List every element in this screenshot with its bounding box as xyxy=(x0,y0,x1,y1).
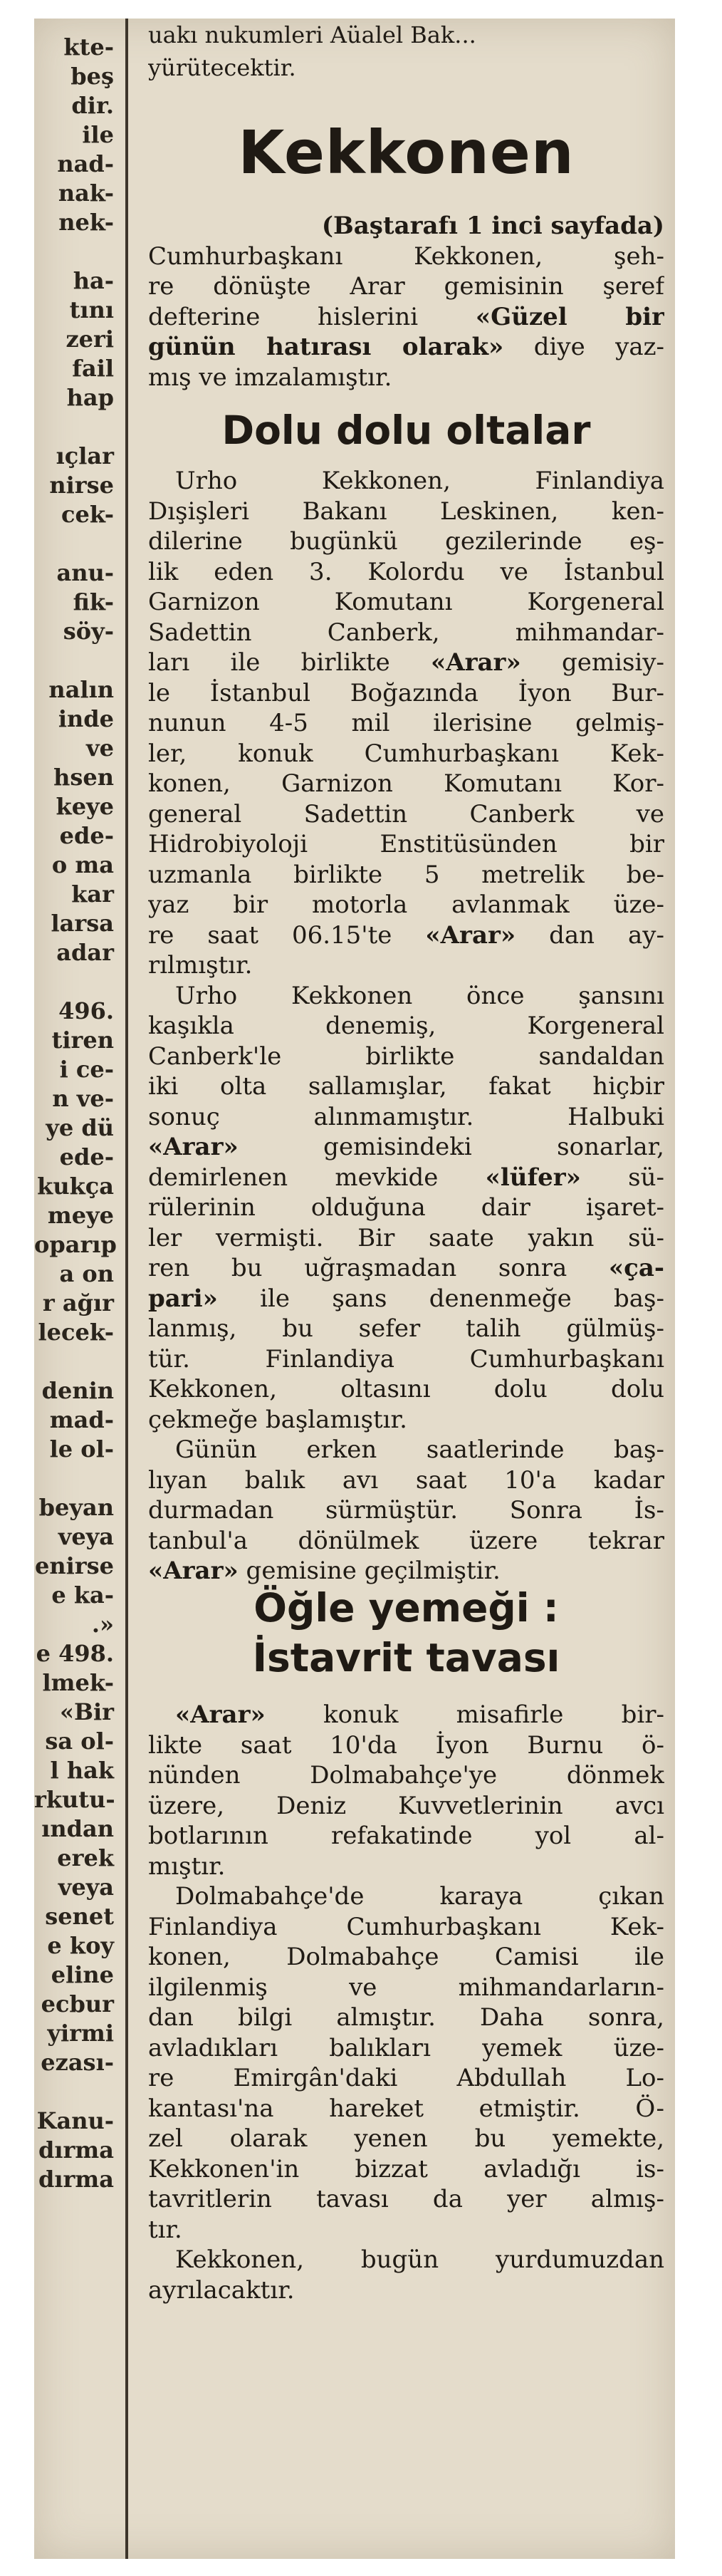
text-line xyxy=(148,363,664,393)
adjacent-column-fragment: nirse xyxy=(49,472,114,499)
text-run: Finlandiya Cumhurbaşkanı Kek- xyxy=(148,1912,664,1941)
text-line xyxy=(148,829,664,860)
text-line xyxy=(148,271,664,302)
adjacent-column-fragment: o ma xyxy=(51,851,114,878)
text-line xyxy=(148,648,664,678)
adjacent-column-fragment: dir. xyxy=(71,92,114,119)
text-line xyxy=(148,1223,664,1254)
text-run: re Emirgân'daki Abdullah Lo- xyxy=(148,2064,664,2092)
adjacent-column-fragment: 496. xyxy=(58,997,114,1024)
text-run: ren bu uğraşmadan sonra xyxy=(148,1254,609,1282)
text-line xyxy=(148,1852,664,1882)
adjacent-column-fragment: yirmi xyxy=(47,2020,114,2047)
text-line xyxy=(148,1253,664,1284)
adjacent-column-fragment: meye xyxy=(47,1202,114,1229)
adjacent-column-fragment: lmek- xyxy=(42,1669,114,1696)
text-run: çekmeğe başlamıştır. xyxy=(148,1405,407,1434)
text-run: lanmış, bu sefer talih gülmüş- xyxy=(148,1314,664,1343)
section-lunch-body xyxy=(148,1700,664,2305)
adjacent-column-fragment: e ka- xyxy=(51,1582,114,1609)
text-run: Kekkonen'in bizzat avladığı is- xyxy=(148,2154,664,2183)
adjacent-column-fragment xyxy=(34,529,120,559)
text-run: re dönüşte Arar gemisinin şeref xyxy=(148,272,664,301)
bold-text: «Arar» xyxy=(175,1700,266,1729)
text-line xyxy=(148,587,664,618)
adjacent-column-fragment: keye xyxy=(56,793,114,820)
text-line xyxy=(148,1912,664,1943)
text-run: uzmanla birlikte 5 metrelik be- xyxy=(148,860,664,889)
text-line xyxy=(148,2184,664,2215)
adjacent-column-fragment: ye dü xyxy=(46,1114,114,1141)
text-line xyxy=(148,1193,664,1223)
bold-text: «Arar» xyxy=(148,1557,239,1585)
text-run: diye yaz- xyxy=(503,333,664,361)
bold-text: «Güzel bir xyxy=(475,302,664,331)
text-line xyxy=(148,1730,664,1761)
text-line xyxy=(148,799,664,830)
text-line xyxy=(148,1435,664,1465)
text-line xyxy=(148,1465,664,1496)
text-run: ilgilenmiş ve mihmandarların- xyxy=(148,1973,664,2002)
adjacent-column-fragment: söy- xyxy=(63,618,114,645)
bold-text: günün hatırası olarak» xyxy=(148,333,504,361)
adjacent-column-fragment: erek xyxy=(57,1844,114,1871)
adjacent-column-fragments xyxy=(34,33,120,2555)
text-run: Urho Kekkonen, Finlandiya xyxy=(175,467,664,495)
text-line xyxy=(148,242,664,272)
adjacent-column-fragment: l hak xyxy=(50,1757,114,1784)
text-line xyxy=(148,1011,664,1042)
adjacent-column-fragment: ede- xyxy=(59,822,114,849)
adjacent-column-fragment: dırma xyxy=(38,2166,114,2193)
text-run: rılmıştır. xyxy=(148,951,253,980)
adjacent-column-fragment: mad- xyxy=(49,1406,114,1433)
text-line xyxy=(148,211,664,242)
adjacent-column-fragment: oparıp xyxy=(34,1231,117,1258)
text-line xyxy=(148,678,664,709)
text-line xyxy=(148,557,664,588)
adjacent-column-fragment: adar xyxy=(56,939,114,966)
text-run: mıştır. xyxy=(148,1852,226,1881)
text-run: Hidrobiyoloji Enstitüsünden bir xyxy=(148,830,664,858)
text-run: konen, Dolmabahçe Camisi ile xyxy=(148,1943,664,1971)
previous-article-line: yürütecektir. xyxy=(148,54,296,81)
adjacent-column-fragment: ha- xyxy=(73,267,114,294)
text-line xyxy=(148,1791,664,1822)
bold-text: «Arar» xyxy=(148,1133,239,1161)
text-line xyxy=(148,1163,664,1193)
adjacent-column-fragment: a on xyxy=(59,1260,114,1287)
text-line xyxy=(148,1374,664,1405)
text-line xyxy=(148,1526,664,1557)
text-run: durmadan sürmüştür. Sonra İs- xyxy=(148,1496,664,1525)
text-run: zel olarak yenen bu yemekte, xyxy=(148,2124,664,2153)
adjacent-column-fragment: veya xyxy=(58,1523,114,1550)
text-line xyxy=(148,2094,664,2124)
adjacent-column-fragment: fik- xyxy=(73,588,114,616)
adjacent-column-fragment: cek- xyxy=(61,501,114,528)
text-run: nunun 4-5 mil ilerisine gelmiş- xyxy=(148,709,664,737)
text-line xyxy=(148,2003,664,2033)
column-rule xyxy=(125,19,128,2559)
adjacent-column-fragment: sa ol- xyxy=(45,1728,114,1755)
adjacent-column-fragment: rkutu- xyxy=(34,1786,115,1813)
text-run: ler, konuk Cumhurbaşkanı Kek- xyxy=(148,739,664,768)
adjacent-column-fragment: eline xyxy=(51,1961,114,1988)
text-run: iki olta sallamışlar, fakat hiçbir xyxy=(148,1072,664,1101)
adjacent-column-fragment: nad- xyxy=(57,150,114,177)
text-run: dilerine bugünkü gezilerinde eş- xyxy=(148,527,664,556)
text-line xyxy=(148,2275,664,2306)
text-line xyxy=(148,2033,664,2064)
text-run: Garnizon Komutanı Korgeneral xyxy=(148,588,664,616)
text-run: ları ile birlikte xyxy=(148,648,431,677)
text-run: kaşıkla denemiş, Korgeneral xyxy=(148,1012,664,1040)
text-run: general Sadettin Canberk ve xyxy=(148,799,664,829)
text-line xyxy=(148,1495,664,1526)
text-run: defterine hislerini xyxy=(148,302,476,331)
text-run: Canberk'le birlikte sandaldan xyxy=(148,1042,664,1071)
text-line xyxy=(148,1132,664,1163)
text-line xyxy=(148,2063,664,2094)
bold-text: «Arar» xyxy=(425,920,516,950)
text-run: Urho Kekkonen önce şansını xyxy=(175,981,664,1010)
text-run: rülerinin olduğuna dair işaret- xyxy=(148,1193,664,1222)
text-line xyxy=(148,739,664,769)
text-run: tanbul'a dönülmek üzere tekrar xyxy=(148,1526,664,1555)
subheading-ogle-yemegi: Öğle yemeği : xyxy=(253,1585,559,1631)
adjacent-column-fragment: beş xyxy=(70,63,114,90)
adjacent-column-fragment: i ce- xyxy=(59,1056,114,1083)
text-line xyxy=(148,1821,664,1852)
section-fishing-body xyxy=(148,466,664,1586)
text-line xyxy=(148,1071,664,1102)
text-run: tavritlerin tavası da yer almış- xyxy=(148,2185,664,2213)
text-run: ile şans denenmeğe baş- xyxy=(217,1284,664,1313)
adjacent-column-fragment: kukça xyxy=(37,1173,114,1200)
bold-text: «ça- xyxy=(608,1254,664,1282)
text-run: gemisiy- xyxy=(520,648,664,677)
adjacent-column-fragment: inde xyxy=(58,705,114,732)
text-line xyxy=(148,2215,664,2245)
adjacent-column-fragment xyxy=(34,646,120,675)
text-run: Cumhurbaşkanı Kekkonen, şeh- xyxy=(148,242,664,271)
text-run: ler vermişti. Bir saate yakın sü- xyxy=(148,1223,664,1252)
text-run: Kekkonen, bugün yurdumuzdan xyxy=(175,2245,664,2274)
text-run: üzere, Deniz Kuvvetlerinin avcı xyxy=(148,1791,664,1820)
text-run: tır. xyxy=(148,2215,182,2244)
article-headline: Kekkonen xyxy=(238,118,575,187)
text-line xyxy=(148,497,664,527)
text-run: yaz bir motorla avlanmak üze- xyxy=(148,890,664,919)
adjacent-column-fragment: dırma xyxy=(38,2136,114,2164)
adjacent-column-fragment: nak- xyxy=(58,180,114,207)
text-line xyxy=(148,2154,664,2185)
text-run: ayrılacaktır. xyxy=(148,2275,295,2305)
adjacent-column-fragment xyxy=(34,967,120,997)
text-line xyxy=(148,1556,664,1586)
adjacent-column-fragment: enirse xyxy=(34,1552,114,1579)
bold-text: «lüfer» xyxy=(485,1163,581,1192)
adjacent-column-fragment: ede- xyxy=(59,1143,114,1170)
text-run: dan bilgi almıştır. Daha sonra, xyxy=(148,2003,664,2032)
adjacent-column-fragment: veya xyxy=(58,1874,114,1901)
adjacent-column-fragment xyxy=(34,1347,120,1376)
text-line xyxy=(148,950,664,981)
text-line xyxy=(148,1405,664,1435)
text-line xyxy=(148,526,664,557)
text-line xyxy=(148,1973,664,2003)
text-run: demirlenen mevkide xyxy=(148,1163,486,1192)
text-run: sü- xyxy=(580,1163,664,1192)
text-run: lik eden 3. Kolordu ve İstanbul xyxy=(148,557,664,586)
adjacent-column-fragment: .» xyxy=(91,1611,114,1638)
adjacent-column-fragment: Kanu- xyxy=(36,2107,114,2134)
text-line xyxy=(148,769,664,799)
adjacent-column-fragment xyxy=(34,2077,120,2107)
newspaper-clipping xyxy=(34,19,675,2559)
adjacent-column-fragment: r ağır xyxy=(42,1289,114,1316)
adjacent-column-fragment: n ve- xyxy=(52,1085,114,1112)
adjacent-column-fragment: hsen xyxy=(53,764,114,791)
adjacent-column-fragment: ıçlar xyxy=(56,442,114,469)
text-line xyxy=(148,920,664,951)
adjacent-column-fragment: kar xyxy=(71,881,114,908)
adjacent-column-fragment: denin xyxy=(41,1377,114,1404)
adjacent-column-fragment: nalın xyxy=(48,676,114,703)
adjacent-column-fragment: ezası- xyxy=(41,2049,114,2076)
text-line xyxy=(148,2245,664,2275)
adjacent-column-fragment: tını xyxy=(69,296,114,323)
text-line xyxy=(148,332,664,363)
text-line xyxy=(148,1042,664,1072)
article xyxy=(148,19,664,2559)
text-run: Sadettin Canberk, mihmandar- xyxy=(148,618,664,647)
bold-text: pari» xyxy=(148,1284,218,1313)
adjacent-column-fragment: e 498. xyxy=(36,1640,114,1667)
adjacent-column-fragment: ile xyxy=(82,121,114,148)
text-line xyxy=(148,1700,664,1730)
adjacent-column-fragment xyxy=(34,412,120,442)
adjacent-column-fragment: larsa xyxy=(51,910,114,937)
adjacent-column-fragment: senet xyxy=(45,1903,114,1930)
text-line xyxy=(148,1344,664,1375)
adjacent-column-fragment: hap xyxy=(66,384,114,411)
text-line xyxy=(148,1942,664,1973)
text-run: konuk misafirle bir- xyxy=(265,1700,664,1729)
text-line xyxy=(148,2124,664,2154)
adjacent-column-fragment: «Bir xyxy=(59,1698,114,1725)
bold-text: (Baştarafı 1 inci sayfada) xyxy=(321,212,664,240)
text-line xyxy=(148,1760,664,1791)
text-run: gemisindeki sonarlar, xyxy=(238,1133,664,1161)
adjacent-column-fragment: ecbur xyxy=(41,1990,114,2017)
adjacent-column-fragment: ından xyxy=(41,1815,114,1842)
adjacent-column-fragment: nek- xyxy=(58,209,114,236)
text-run: Dolmabahçe'de karaya çıkan xyxy=(175,1882,664,1911)
text-run: tür. Finlandiya Cumhurbaşkanı xyxy=(148,1344,664,1373)
text-run: dan ay- xyxy=(516,920,664,950)
adjacent-column-fragment: tiren xyxy=(51,1027,114,1054)
adjacent-column-fragment: le ol- xyxy=(49,1435,114,1463)
text-line xyxy=(148,981,664,1012)
text-line xyxy=(148,618,664,648)
text-line xyxy=(148,302,664,333)
text-line xyxy=(148,1284,664,1314)
text-line xyxy=(148,708,664,739)
text-run: konen, Garnizon Komutanı Kor- xyxy=(148,769,664,798)
adjacent-column-fragment: kte- xyxy=(63,33,114,61)
adjacent-column-fragment: e koy xyxy=(47,1932,114,1959)
text-run: Günün erken saatlerinde baş- xyxy=(175,1435,664,1464)
text-run: Dışişleri Bakanı Leskinen, ken- xyxy=(148,497,664,526)
adjacent-column-fragment: lecek- xyxy=(38,1319,114,1346)
text-run: gemisine geçilmiştir. xyxy=(238,1557,501,1585)
subheading-istavrit-tavasi: İstavrit tavası xyxy=(252,1635,560,1681)
text-run: kantası'na hareket etmiştir. Ö- xyxy=(148,2094,664,2123)
adjacent-column-fragment xyxy=(34,1464,120,1493)
text-line xyxy=(148,1881,664,1912)
text-line xyxy=(148,860,664,890)
text-run: le İstanbul Boğazında İyon Bur- xyxy=(148,678,664,707)
text-run: likte saat 10'da İyon Burnu ö- xyxy=(148,1730,664,1760)
adjacent-column-fragment: zeri xyxy=(66,326,114,353)
subheading-dolu-dolu-oltalar: Dolu dolu oltalar xyxy=(221,407,591,453)
text-run: Kekkonen, oltasını dolu dolu xyxy=(148,1375,664,1403)
text-line xyxy=(148,1102,664,1133)
previous-article-tail xyxy=(148,19,664,84)
text-run: mış ve imzalamıştır. xyxy=(148,363,392,392)
text-run: avladıkları balıkları yemek üze- xyxy=(148,2033,664,2062)
adjacent-column-fragment xyxy=(34,237,120,266)
text-run: sonuç alınmamıştır. Halbuki xyxy=(148,1102,664,1131)
adjacent-column-fragment: fail xyxy=(72,355,114,382)
text-run: re saat 06.15'te xyxy=(148,920,426,950)
adjacent-column-fragment: beyan xyxy=(38,1494,114,1521)
adjacent-column-fragment: ve xyxy=(86,734,114,762)
adjacent-column-fragment: anu- xyxy=(56,559,114,586)
text-run: botlarının refakatinde yol al- xyxy=(148,1822,664,1850)
text-line xyxy=(148,890,664,920)
text-run: lıyan balık avı saat 10'a kadar xyxy=(148,1465,664,1495)
intro-paragraph xyxy=(148,211,664,393)
bold-text: «Arar» xyxy=(430,648,521,677)
text-line xyxy=(148,1314,664,1344)
text-line xyxy=(148,466,664,497)
previous-article-line: uakı nukumleri Aüalel Bak... xyxy=(148,21,476,48)
text-run: nünden Dolmabahçe'ye dönmek xyxy=(148,1761,664,1790)
